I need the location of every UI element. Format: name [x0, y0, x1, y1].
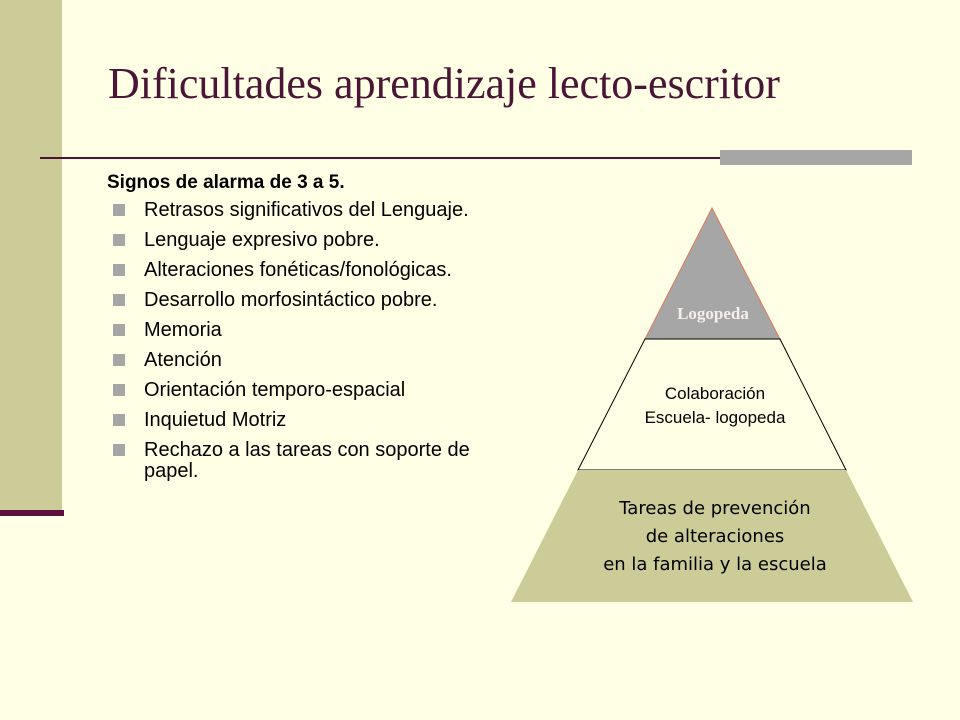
bullet-text: Rechazo a las tareas con soporte de papel. [144, 439, 470, 482]
pyramid-middle-line: Colaboración [664, 384, 766, 403]
pyramid-bottom-line: Tareas de prevención [619, 498, 811, 519]
pyramid-middle-label [590, 382, 840, 430]
bullet-text: Memoria [144, 319, 222, 341]
pyramid-bottom-line: de alteraciones [645, 526, 785, 547]
pyramid-middle-line: Escuela- logopeda [644, 408, 786, 427]
section-subtitle: Signos de alarma de 3 a 5. [107, 172, 345, 193]
bullet-text: Desarrollo morfosintáctico pobre. [144, 289, 438, 311]
bullet-text: Inquietud Motriz [144, 409, 287, 431]
bullet-text: Retrasos significativos del Lenguaje. [144, 199, 469, 221]
bullet-text: Alteraciones fonéticas/fonológicas. [144, 259, 452, 281]
pyramid-top-label: Logopeda [677, 304, 749, 323]
pyramid-bottom-line: en la familia y la escuela [603, 554, 827, 575]
bullet-text: Orientación temporo-espacial [144, 379, 406, 401]
bullet-text: Atención [144, 349, 222, 371]
pyramid-bottom-label [520, 495, 910, 579]
bullet-text: Lenguaje expresivo pobre. [144, 229, 380, 251]
slide-title: Dificultades aprendizaje lecto-escritor [108, 59, 780, 108]
